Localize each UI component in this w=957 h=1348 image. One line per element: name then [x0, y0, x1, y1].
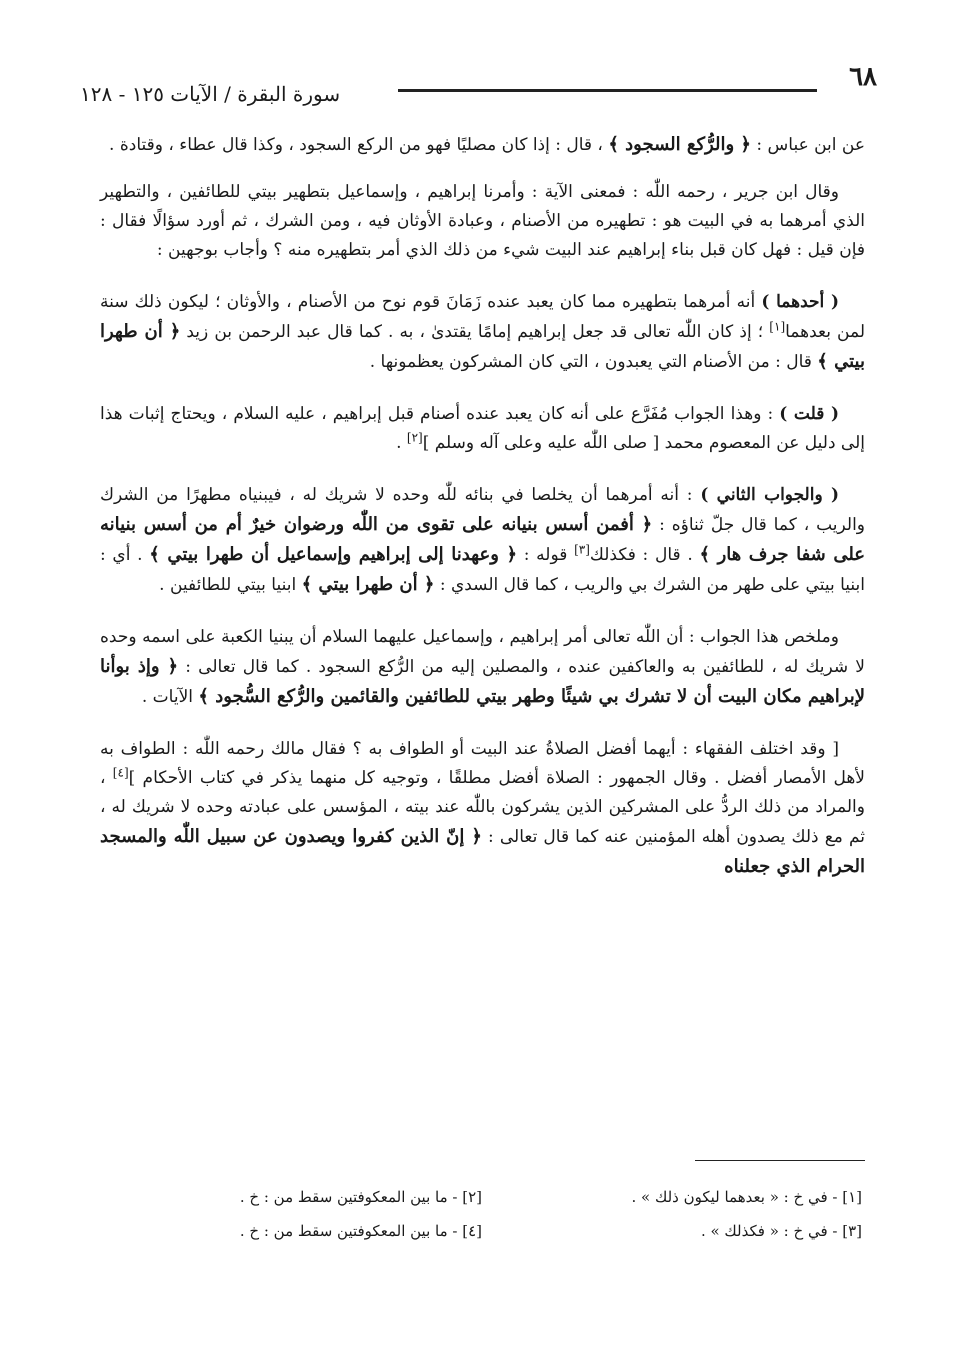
quran-quote: ﴿ والرُّكع السجود ﴾ — [608, 134, 751, 155]
text-run: ، قال : إذا كان مصليًا فهو من الركع السجود ، وكذا قال عطاء ، وقتادة . — [109, 135, 603, 155]
text-run: ، والمراد من ذلك الردُّ على المشركين الذين يشركون باللّٰه عند بيته ، المؤسس على عبادته وحده لا شريك له ، ثم مع ذلك يصدون أهله المؤمنين عنه كما قال تعالى : — [100, 768, 865, 847]
paragraph-first-answer — [100, 288, 865, 377]
running-title: سورة البقرة / الآيات ١٢٥ - ١٢٨ — [80, 82, 341, 106]
footnote-ref-1: [١] — [769, 319, 786, 334]
quran-quote: ﴿ أفمن أسس بنيانه على تقوى من اللّٰه ورضوان خيرٌ أم من أسس بنيانه على شفا جرف هار ﴾ — [100, 514, 866, 565]
text-run: وملخص هذا الجواب : أن اللّٰه تعالى أمر إبراهيم ، وإسماعيل عليهما السلام أن يبنيا الكعبة على اسمه وحده لا شريك له ، للطائفين به والعاكفين عنده ، والمصلين إليه من الرُّكع السجود . كما قال تعالى : — [100, 627, 866, 677]
footnote-ref-2: [٢] — [406, 430, 423, 445]
footnote-4: [٤] - ما بين المعكوفتين سقط من : خ . — [239, 1222, 482, 1240]
text-run: [ وقد اختلف الفقهاء : أيهما أفضل الصلاةُ عند البيت أو الطواف به ؟ فقال مالك رحمه اللّٰه : الطواف به لأهل الأمصار أفضل . وقال الجمهور : الصلاة أفضل مطلقًا ، وتوجيه كل منهما يذكر في كتاب الأحكام ] — [100, 739, 866, 788]
quran-quote: ﴿ إنّ الذين كفروا ويصدون عن سبيل اللّٰه والمسجد الحرام الذي جعلناه — [100, 826, 865, 877]
quran-quote: ﴿ أن طهرا بيتي ﴾ — [301, 574, 435, 595]
text-run: عن ابن عباس : — [756, 135, 865, 155]
footnote-1: [١] - في خ : « بعدهما ليكون ذلك » . — [631, 1188, 862, 1206]
paragraph-summary — [100, 623, 865, 712]
text-run: أنه أمرهما بتطهيره مما كان يعبد عنده زَمَانَ قوم نوح من الأصنام ، والأوثان ؛ ليكون ذلك سنة لمن بعدهما — [100, 292, 866, 342]
quran-quote: ﴿ وإذ بوأنا لإبراهيم مكان البيت أن لا تشرك بي شيئًا وطهر بيتي للطائفين والقائمين والرُّكع السُّجود ﴾ — [100, 656, 865, 707]
paragraph-jurists — [100, 735, 865, 882]
header-rule — [398, 89, 817, 92]
text-run: . — [396, 433, 402, 453]
paragraph-second-answer — [100, 481, 865, 600]
paragraph-qultu — [100, 400, 865, 458]
text-run: : أنه أمرهما أن يخلصا في بنائه للّٰه وحده لا شريك له ، فيبنياه مطهرًا من الشرك والريب ، كما قال جلّ ثناؤه : — [100, 485, 866, 535]
text-run: . قال : فكذلك — [589, 545, 693, 565]
lead-term: ( والجواب الثاني ) — [700, 485, 839, 505]
text-run: قوله : — [523, 545, 568, 565]
quran-quote: ﴿ وعهدنا إلى إبراهيم وإسماعيل أن طهرا بيتي ﴾ — [149, 544, 518, 565]
text-run: ؛ إذ كان اللّٰه تعالى قد جعل إبراهيم إمامًا يقتدىٰ ، به . كما قال عبد الرحمن بن زيد — [186, 322, 764, 342]
paragraph-ibn-jarir: وقال ابن جرير ، رحمه اللّٰه : فمعنى الآية : وأمرنا إبراهيم ، وإسماعيل بتطهير بيتي للطائفين ، والتطهير الذي أمرهما به في البيت هو : تطهيره من الأصنام ، وعبادة الأوثان فيه ، ومن الشرك ، ثم أورد سؤالًا فقال : فإن قيل : فهل كان قبل بناء إبراهيم عند البيت شيء من ذلك الذي أمر بتطهيره منه ؟ وأجاب بوجهين : — [100, 182, 865, 260]
page-number: ٦٨ — [849, 62, 877, 92]
footnote-row — [142, 1214, 862, 1248]
body-text — [100, 130, 865, 905]
footnote-3: [٣] - في خ : « فكذلك » . — [700, 1222, 862, 1240]
footnote-ref-3: [٣] — [574, 542, 590, 557]
text-run: : وهذا الجواب مُفَرَّع على أنه كان يعبد عنده أصنام قبل إبراهيم ، عليه السلام ، ويحتاج إثبات هذا إلى دليل عن المعصوم محمد [ صلى اللّٰه عليه وعلى آله وسلم ] — [100, 404, 865, 453]
footnote-2: [٢] - ما بين المعكوفتين سقط من : خ . — [239, 1188, 482, 1206]
text-run: الآيات . — [141, 687, 193, 707]
footnotes — [142, 1180, 862, 1248]
footnote-ref-4: [٤] — [112, 765, 129, 780]
quran-quote: ﴿ أن طهرا بيتي ﴾ — [100, 321, 865, 372]
paragraph-ibn-abbas — [100, 130, 865, 160]
text-run: . أي : ابنيا بيتي على طهر من الشرك بي والريب ، كما قال السدي : — [100, 545, 865, 595]
lead-term: ( قلت ) — [779, 404, 840, 424]
footnote-separator — [695, 1160, 865, 1161]
lead-term: ( أحدهما ) — [761, 292, 839, 312]
page-header — [80, 62, 877, 112]
footnote-row — [142, 1180, 862, 1214]
text-run: ابنيا بيتي للطائفين . — [159, 575, 297, 595]
text-run: قال : من الأصنام التي يعبدون ، التي كان المشركون يعظمونها . — [369, 352, 812, 372]
